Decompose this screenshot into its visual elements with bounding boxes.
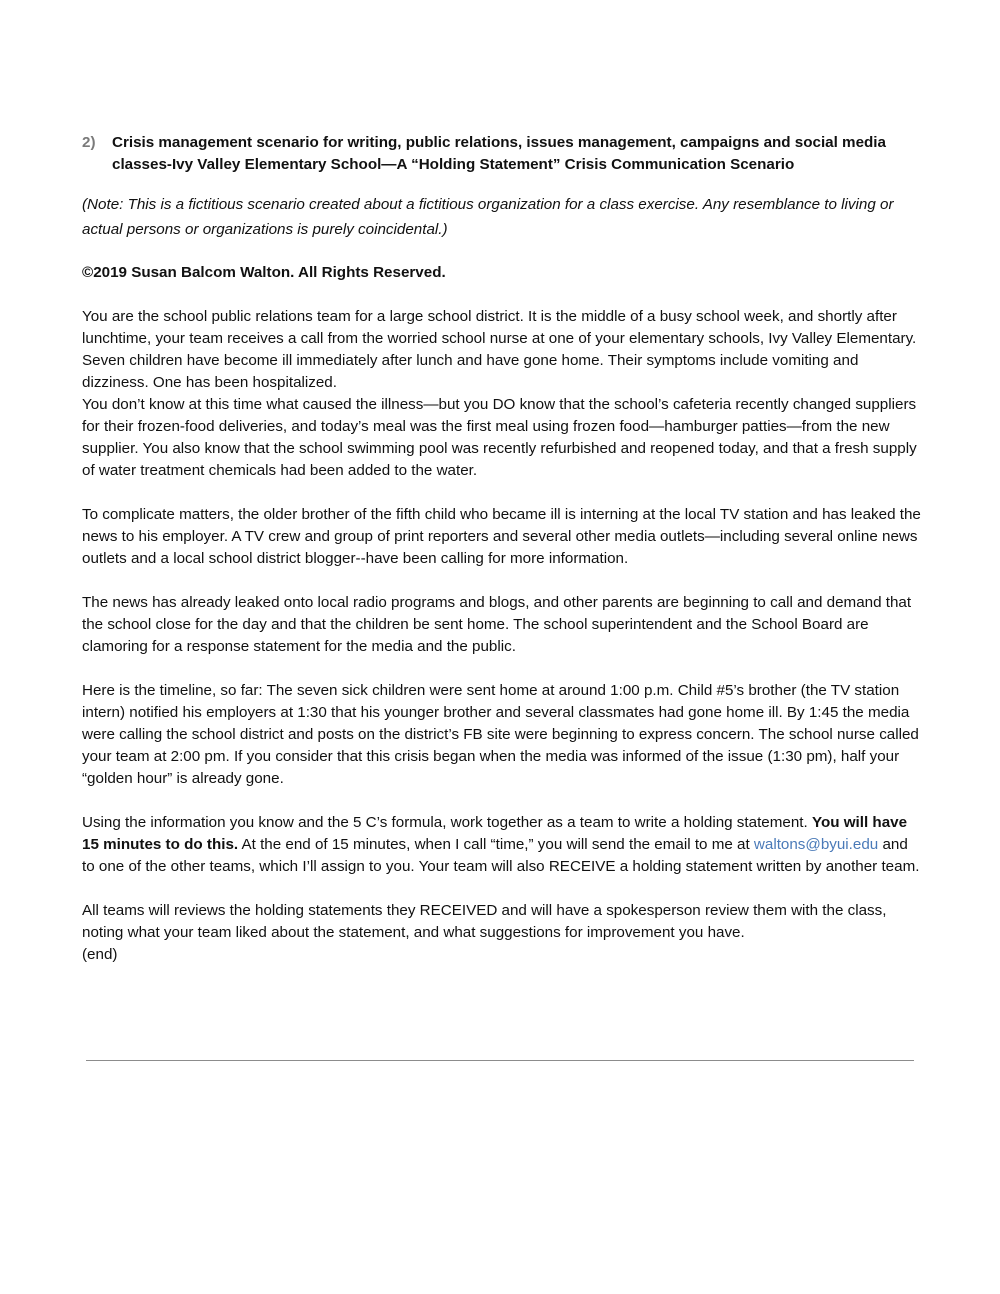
paragraph-possible-causes: You don’t know at this time what caused the illness—but you DO know that the school’s cafeteria recently changed suppliers for their frozen-food deliveries, and today’s meal was the first meal using frozen food—hamburger patties—from the new supplier. You also know that the school swimming pool was recently refurbished and reopened today, and that a fresh supply of water treatment chemicals had been added to the water. — [82, 396, 917, 479]
copyright-line: ©2019 Susan Balcom Walton. All Rights Reserved. — [82, 264, 446, 281]
paragraph-media-leak: To complicate matters, the older brother of the fifth child who became ill is interning at the local TV station and has leaked the news to his employer. A TV crew and group of print reporters and several other media outlets—including several online news outlets and a local school district blogger--have been calling for more information. — [82, 506, 921, 567]
disclaimer-note: (Note: This is a fictitious scenario created about a fictitious organization for a class exercise. Any resemblance to living or actual persons or organizations is purely coincidental.) — [82, 196, 894, 238]
instructions-deadline: You will have 15 minutes to do this. — [82, 814, 908, 853]
instructions-text-b: At the end of 15 minutes, when I call “time,” you will send the email to me at — [238, 836, 754, 853]
paragraph-timeline: Here is the timeline, so far: The seven sick children were sent home at around 1:00 p.m. Child #5’s brother (the TV station intern) notified his employers at 1:30 that his younger brother and several classmates had gone home ill. By 1:45 the media were calling the school district and posts on the district’s FB site were beginning to express concern. The school nurse called your team at 2:00 pm. If you consider that this crisis began when the media was informed of the issue (1:30 pm), half your “golden hour” is already gone. — [82, 682, 919, 787]
instructions-text-c: and to one of the other teams, which I’ll assign to you. Your team will also RECEIVE a holding statement written by another team. — [82, 836, 920, 875]
end-marker: (end) — [82, 946, 118, 963]
paragraph-review: All teams will reviews the holding statements they RECEIVED and will have a spokesperson review them with the class, noting what your team liked about the statement, and what suggestions for improvement you have. — [82, 902, 887, 941]
document-body — [82, 132, 922, 966]
paragraph-scenario-intro: You are the school public relations team for a large school district. It is the middle of a busy school week, and shortly after lunchtime, your team receives a call from the worried school nurse at one of your elementary schools, Ivy Valley Elementary. Seven children have become ill immediately after lunch and have gone home. Their symptoms include vomiting and dizziness. One has been hospitalized. — [82, 308, 917, 391]
paragraph-public-pressure: The news has already leaked onto local radio programs and blogs, and other parents are beginning to call and demand that the school close for the day and that the children be sent home. The school superintendent and the School Board are clamoring for a response statement for the media and the public. — [82, 594, 912, 655]
paragraph-instructions — [82, 812, 922, 878]
section-heading — [82, 132, 922, 176]
section-title: Crisis management scenario for writing, public relations, issues management, campaigns and social media classes-Ivy Valley Elementary School—A “Holding Statement” Crisis Communication Scenario — [112, 134, 886, 173]
instructions-text-a: Using the information you know and the 5 C’s formula, work together as a team to write a holding statement. — [82, 814, 812, 831]
section-number: 2) — [82, 134, 96, 151]
horizontal-rule — [86, 1060, 914, 1061]
email-link[interactable]: waltons@byui.edu — [753, 836, 879, 853]
